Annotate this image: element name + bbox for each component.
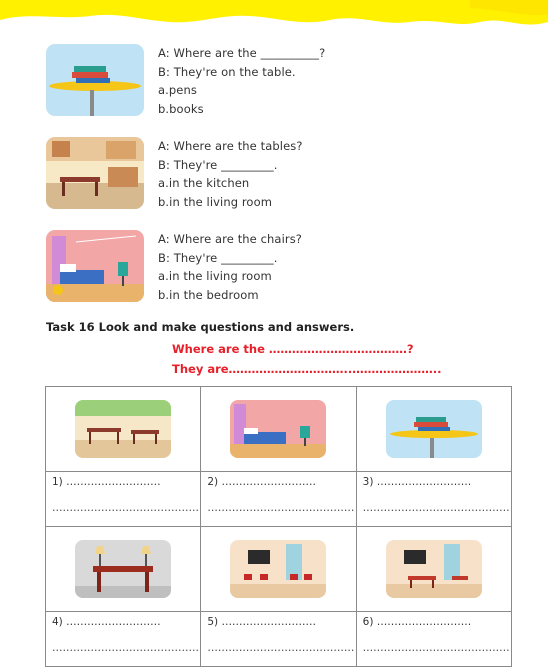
question-2 [46, 137, 506, 219]
model-answer: They are…………………………..………………….. [172, 362, 442, 376]
answer-4-line: 4) ……………………… [52, 616, 161, 628]
q1-option-a: a.pens [158, 83, 197, 98]
answer-3-second-line: …………………………………… [362, 502, 510, 514]
model-question: Where are the ………………………………? [172, 342, 414, 356]
grid-image-cell-6 [356, 527, 511, 612]
q3-option-a: a.in the living room [158, 269, 272, 284]
question-3 [46, 230, 506, 312]
answer-cell-2[interactable] [201, 472, 356, 527]
question-1 [46, 44, 506, 126]
answer-cell-4[interactable] [46, 612, 201, 667]
answer-1-line: 1) ……………………… [52, 476, 161, 488]
kitchen-image [46, 137, 144, 209]
q1-line-2: B: They're on the table. [158, 64, 296, 79]
table-lamps-image [75, 540, 171, 598]
answer-4-second-line: …………………………………… [52, 642, 199, 654]
q3-option-b: b.in the bedroom [158, 287, 259, 302]
q2-option-a: a.in the kitchen [158, 176, 250, 191]
grid-image-cell-3 [356, 387, 511, 472]
answer-cell-6[interactable] [356, 612, 511, 667]
answer-cell-1[interactable] [46, 472, 201, 527]
q2-line-1: A: Where are the tables? [158, 139, 303, 153]
exercise-grid [45, 386, 512, 667]
bedroom-image-small [230, 400, 326, 458]
answer-cell-5[interactable] [201, 612, 356, 667]
kitchen-table-image [75, 400, 171, 458]
answer-3-line: 3) ……………………… [362, 476, 472, 488]
living-room-table-image [386, 540, 482, 598]
q3-line-1: A: Where are the chairs? [158, 232, 302, 246]
answer-5-line: 5) ……………………… [207, 616, 316, 628]
grid-image-cell-1 [46, 387, 201, 472]
answer-6-second-line: …………………………………… [362, 642, 510, 654]
yellow-banner [0, 0, 548, 40]
books-on-table-image [46, 44, 144, 116]
q2-option-b: b.in the living room [158, 194, 273, 209]
q2-line-2: B: They're _________. [158, 157, 278, 172]
books-on-table-image-small [386, 400, 482, 458]
answer-1-second-line: …………………………………… [52, 502, 199, 514]
grid-image-cell-2 [201, 387, 356, 472]
q3-line-2: B: They're _________. [158, 250, 278, 265]
q1-line-1: A: Where are the __________? [158, 46, 326, 60]
grid-image-cell-5 [201, 527, 356, 612]
q1-option-b: b.books [158, 101, 204, 116]
answer-2-second-line: …………………………………… [207, 502, 355, 514]
living-room-chairs-image [230, 540, 326, 598]
answer-cell-3[interactable] [356, 472, 511, 527]
answer-2-line: 2) ……………………… [207, 476, 316, 488]
grid-image-cell-4 [46, 527, 201, 612]
answer-6-line: 6) ……………………… [362, 616, 472, 628]
task-16-heading: Task 16 Look and make questions and answers. [46, 320, 355, 334]
bedroom-image [46, 230, 144, 302]
answer-5-second-line: …………………………………… [207, 642, 355, 654]
